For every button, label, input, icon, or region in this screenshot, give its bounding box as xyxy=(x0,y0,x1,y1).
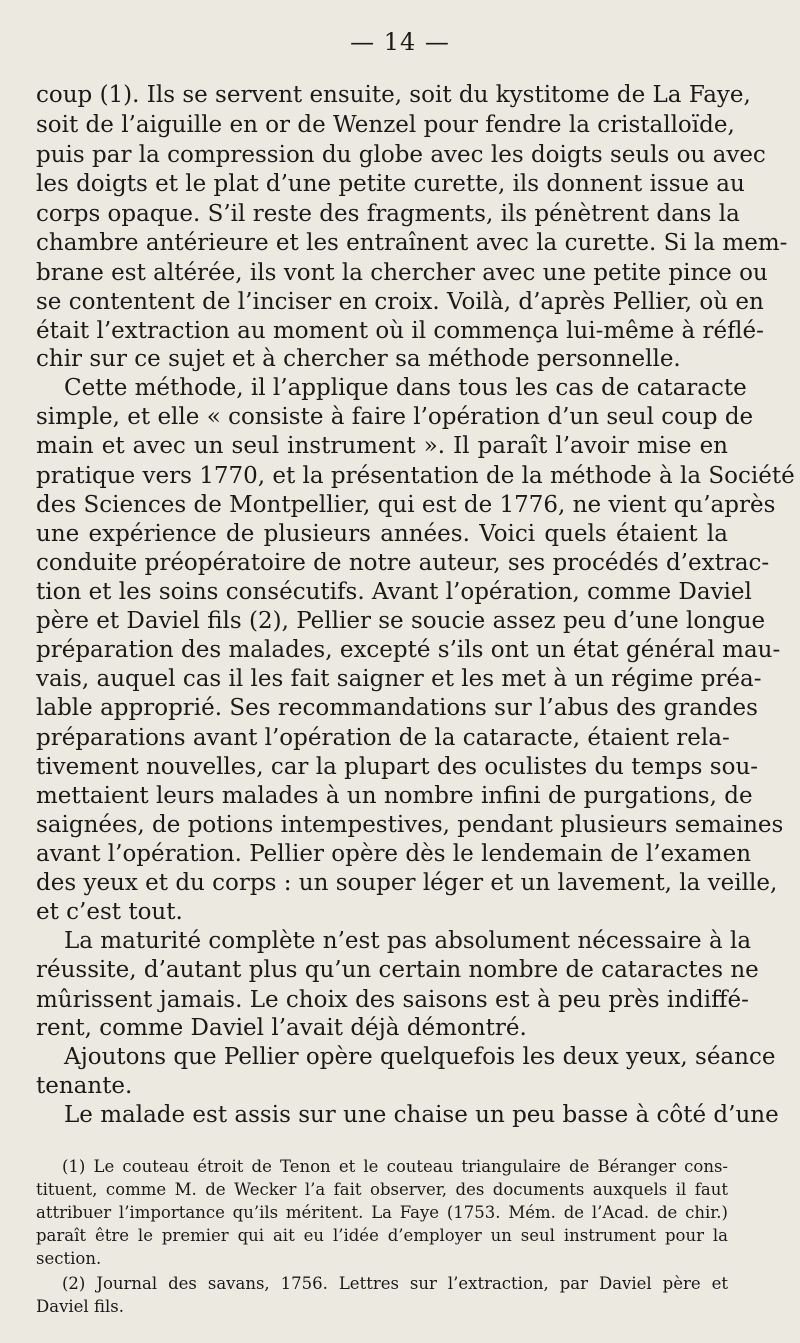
text-line: et c’est tout. xyxy=(36,899,183,925)
text-line: des Sciences de Montpellier, qui est de 1776, ne vient qu’après xyxy=(36,492,776,518)
paragraph-start-line: Le malade est assis sur une chaise un peu basse à côté d’une xyxy=(64,1102,779,1128)
footnote-2-line: (2) Journal des savans, 1756. Lettres sur l’extraction, par Daviel père et xyxy=(62,1274,728,1293)
paragraph-start-line: Cette méthode, il l’applique dans tous les cas de cataracte xyxy=(64,375,747,401)
text-line: réussite, d’autant plus qu’un certain nombre de cataractes ne xyxy=(36,957,759,983)
text-line: pratique vers 1770, et la présentation de la méthode à la Société xyxy=(36,463,795,489)
text-line: soit de l’aiguille en or de Wenzel pour fendre la cristalloïde, xyxy=(36,112,735,138)
footnote-2-line: Daviel fils. xyxy=(36,1297,124,1316)
text-line: chambre antérieure et les entraînent avec la curette. Si la mem- xyxy=(36,230,788,256)
text-line: simple, et elle « consiste à faire l’opération d’un seul coup de xyxy=(36,404,754,430)
text-line: chir sur ce sujet et à chercher sa méthode personnelle. xyxy=(36,346,681,372)
text-line: se contentent de l’inciser en croix. Voilà, d’après Pellier, où en xyxy=(36,289,764,315)
text-line: corps opaque. S’il reste des fragments, ils pénètrent dans la xyxy=(36,201,740,227)
text-line: était l’extraction au moment où il commença lui-même à réflé- xyxy=(36,318,764,344)
paragraph-start-line: La maturité complète n’est pas absolument nécessaire à la xyxy=(64,928,752,954)
text-line: mettaient leurs malades à un nombre infini de purgations, de xyxy=(36,783,753,809)
footnote-1-line: (1) Le couteau étroit de Tenon et le couteau triangulaire de Béranger cons- xyxy=(62,1157,728,1176)
paragraph-start-line: Ajoutons que Pellier opère quelquefois les deux yeux, séance xyxy=(64,1044,776,1070)
footnote-1-line: paraît être le premier qui ait eu l’idée d’employer un seul instrument pour la xyxy=(36,1226,728,1245)
text-line: tion et les soins consécutifs. Avant l’opération, comme Daviel xyxy=(36,579,752,605)
text-line: une expérience de plusieurs années. Voici quels étaient la xyxy=(36,521,728,547)
text-line: tenante. xyxy=(36,1073,133,1099)
text-line: puis par la compression du globe avec les doigts seuls ou avec xyxy=(36,142,766,168)
text-line: saignées, de potions intempestives, pendant plusieurs semaines xyxy=(36,812,784,838)
text-line: rent, comme Daviel l’avait déjà démontré. xyxy=(36,1015,527,1041)
footnote-1-line: tituent, comme M. de Wecker l’a fait observer, des documents auxquels il faut xyxy=(36,1180,728,1199)
text-line: mûrissent jamais. Le choix des saisons est à peu près indiffé- xyxy=(36,987,749,1013)
text-line: vais, auquel cas il les fait saigner et les met à un régime préa- xyxy=(36,666,762,692)
text-line: des yeux et du corps : un souper léger et un lavement, la veille, xyxy=(36,870,778,896)
text-line: avant l’opération. Pellier opère dès le lendemain de l’examen xyxy=(36,841,752,867)
footnote-1-line: attribuer l’importance qu’ils méritent. La Faye (1753. Mém. de l’Acad. de chir.) xyxy=(36,1203,728,1222)
text-line: tivement nouvelles, car la plupart des oculistes du temps sou- xyxy=(36,754,759,780)
text-line: préparations avant l’opération de la cataracte, étaient rela- xyxy=(36,725,730,751)
text-line: coup (1). Ils se servent ensuite, soit du kystitome de La Faye, xyxy=(36,82,751,108)
page-number: — 14 — xyxy=(350,28,450,56)
text-line: brane est altérée, ils vont la chercher avec une petite pince ou xyxy=(36,260,768,286)
text-line: conduite préopératoire de notre auteur, ses procédés d’extrac- xyxy=(36,550,770,576)
text-line: préparation des malades, excepté s’ils ont un état général mau- xyxy=(36,637,781,663)
text-line: père et Daviel fils (2), Pellier se soucie assez peu d’une longue xyxy=(36,608,766,634)
text-line: main et avec un seul instrument ». Il paraît l’avoir mise en xyxy=(36,433,728,459)
text-line: lable approprié. Ses recommandations sur l’abus des grandes xyxy=(36,695,758,721)
text-line: les doigts et le plat d’une petite curette, ils donnent issue au xyxy=(36,171,745,197)
footnote-1-line: section. xyxy=(36,1249,102,1268)
